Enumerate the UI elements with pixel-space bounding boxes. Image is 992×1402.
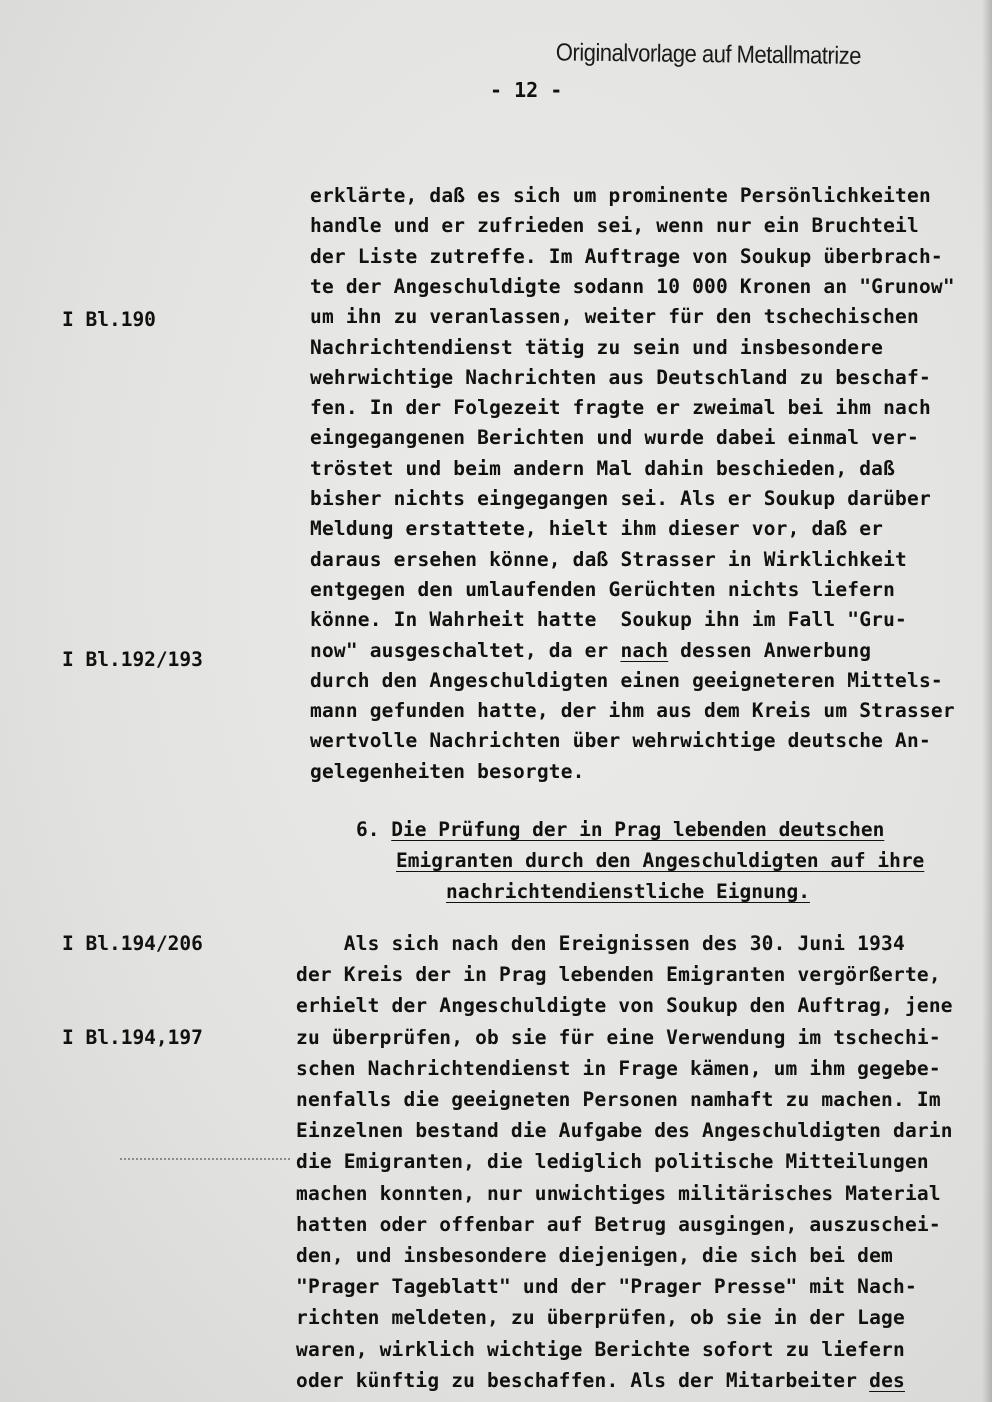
- text-line: nenfalls die geeigneten Personen namhaft zu machen. Im: [296, 1088, 941, 1111]
- text-line: erhielt der Angeschuldigte von Soukup den Auftrag, jene: [296, 994, 953, 1018]
- text-segment: now" ausgeschaltet, da er: [310, 638, 621, 662]
- text-line: [296, 1369, 905, 1392]
- text-line: der Kreis der in Prag lebenden Emigranten vergörßerte,: [296, 963, 941, 987]
- text-line: te der Angeschuldigte sodann 10 000 Kronen an "Grunow": [310, 274, 955, 298]
- section-heading-line-1: [356, 818, 884, 841]
- text-line: entgegen den umlaufenden Gerüchten nichts liefern: [310, 577, 896, 601]
- text-line: mann gefunden hatte, der ihm aus dem Kreis um Strasser: [310, 699, 955, 723]
- text-line: "Prager Tageblatt" und der "Prager Presse" mit Nach-: [296, 1275, 917, 1299]
- text-line: machen konnten, nur unwichtiges militärisches Material: [296, 1181, 941, 1205]
- margin-reference: I Bl.194/206: [62, 932, 203, 955]
- text-line: durch den Angeschuldigten einen geeigneteren Mittels-: [310, 668, 943, 692]
- margin-reference: I Bl.190: [62, 308, 156, 331]
- page-edge-shadow: [982, 0, 992, 1402]
- text-line: wertvolle Nachrichten über wehrwichtige deutsche An-: [310, 729, 931, 753]
- text-line: Nachrichtendienst tätig zu sein und insbesondere: [310, 335, 884, 359]
- text-line: wehrwichtige Nachrichten aus Deutschland zu beschaf-: [310, 365, 931, 389]
- text-line: richten meldeten, zu überprüfen, ob sie in der Lage: [296, 1306, 905, 1330]
- underlined-word: des: [869, 1368, 905, 1392]
- text-line: Als sich nach den Ereignissen des 30. Juni 1934: [296, 932, 905, 955]
- copy-artifact: [120, 1158, 290, 1162]
- text-line: zu überprüfen, ob sie für eine Verwendung im tschechi-: [296, 1025, 941, 1049]
- text-line: eingegangenen Berichten und wurde dabei einmal ver-: [310, 426, 919, 450]
- text-segment: oder künftig zu beschaffen. Als der Mitarbeiter: [296, 1368, 870, 1392]
- text-line: handle und er zufrieden sei, wenn nur ein Bruchteil: [310, 214, 919, 238]
- section-number: 6.: [356, 818, 380, 841]
- section-title-part: nachrichtendienstliche Eignung.: [446, 880, 810, 903]
- margin-reference: I Bl.192/193: [62, 648, 203, 671]
- text-line: Meldung erstattete, hielt ihm dieser vor, daß er: [310, 517, 884, 541]
- text-line: fen. In der Folgezeit fragte er zweimal bei ihm nach: [310, 396, 931, 420]
- section-heading-line-3: [446, 880, 810, 903]
- section-title-part: Die Prüfung der in Prag lebenden deutschen: [391, 818, 885, 841]
- text-line: schen Nachrichtendienst in Frage kämen, um ihm gegebe-: [296, 1056, 941, 1080]
- text-line: gelegenheiten besorgte.: [310, 759, 585, 783]
- underlined-word: nach: [620, 638, 669, 662]
- text-line: hatten oder offenbar auf Betrug ausgingen, auszuschei-: [296, 1212, 941, 1236]
- text-line: erklärte, daß es sich um prominente Persönlichkeiten: [310, 184, 931, 207]
- text-line: Einzelnen bestand die Aufgabe des Angeschuldigten darin: [296, 1119, 953, 1143]
- text-line: waren, wirklich wichtige Berichte sofort zu liefern: [296, 1337, 905, 1361]
- text-line: könne. In Wahrheit hatte Soukup ihn im Fall "Gru-: [310, 608, 907, 632]
- text-line: [310, 639, 871, 662]
- margin-reference: I Bl.194,197: [62, 1026, 203, 1049]
- original-template-stamp: Originalvorlage auf Metallmatrize: [555, 38, 862, 70]
- text-line: daraus ersehen könne, daß Strasser in Wirklichkeit: [310, 547, 907, 571]
- text-line: um ihn zu veranlassen, weiter für den tschechischen: [310, 305, 919, 329]
- text-line: die Emigranten, die lediglich politische Mitteilungen: [296, 1150, 929, 1174]
- text-line: der Liste zutreffe. Im Auftrage von Soukup überbrach-: [310, 244, 943, 268]
- page-number: - 12 -: [490, 78, 563, 102]
- text-line: den, und insbesondere diejenigen, die sich bei dem: [296, 1244, 893, 1267]
- text-segment: dessen Anwerbung: [668, 638, 872, 662]
- section-heading-line-2: [396, 849, 924, 872]
- text-line: tröstet und beim andern Mal dahin beschieden, daß: [310, 456, 896, 480]
- text-line: bisher nichts eingegangen sei. Als er Soukup darüber: [310, 487, 931, 510]
- section-title-part: Emigranten durch den Angeschuldigten auf ihre: [396, 849, 925, 872]
